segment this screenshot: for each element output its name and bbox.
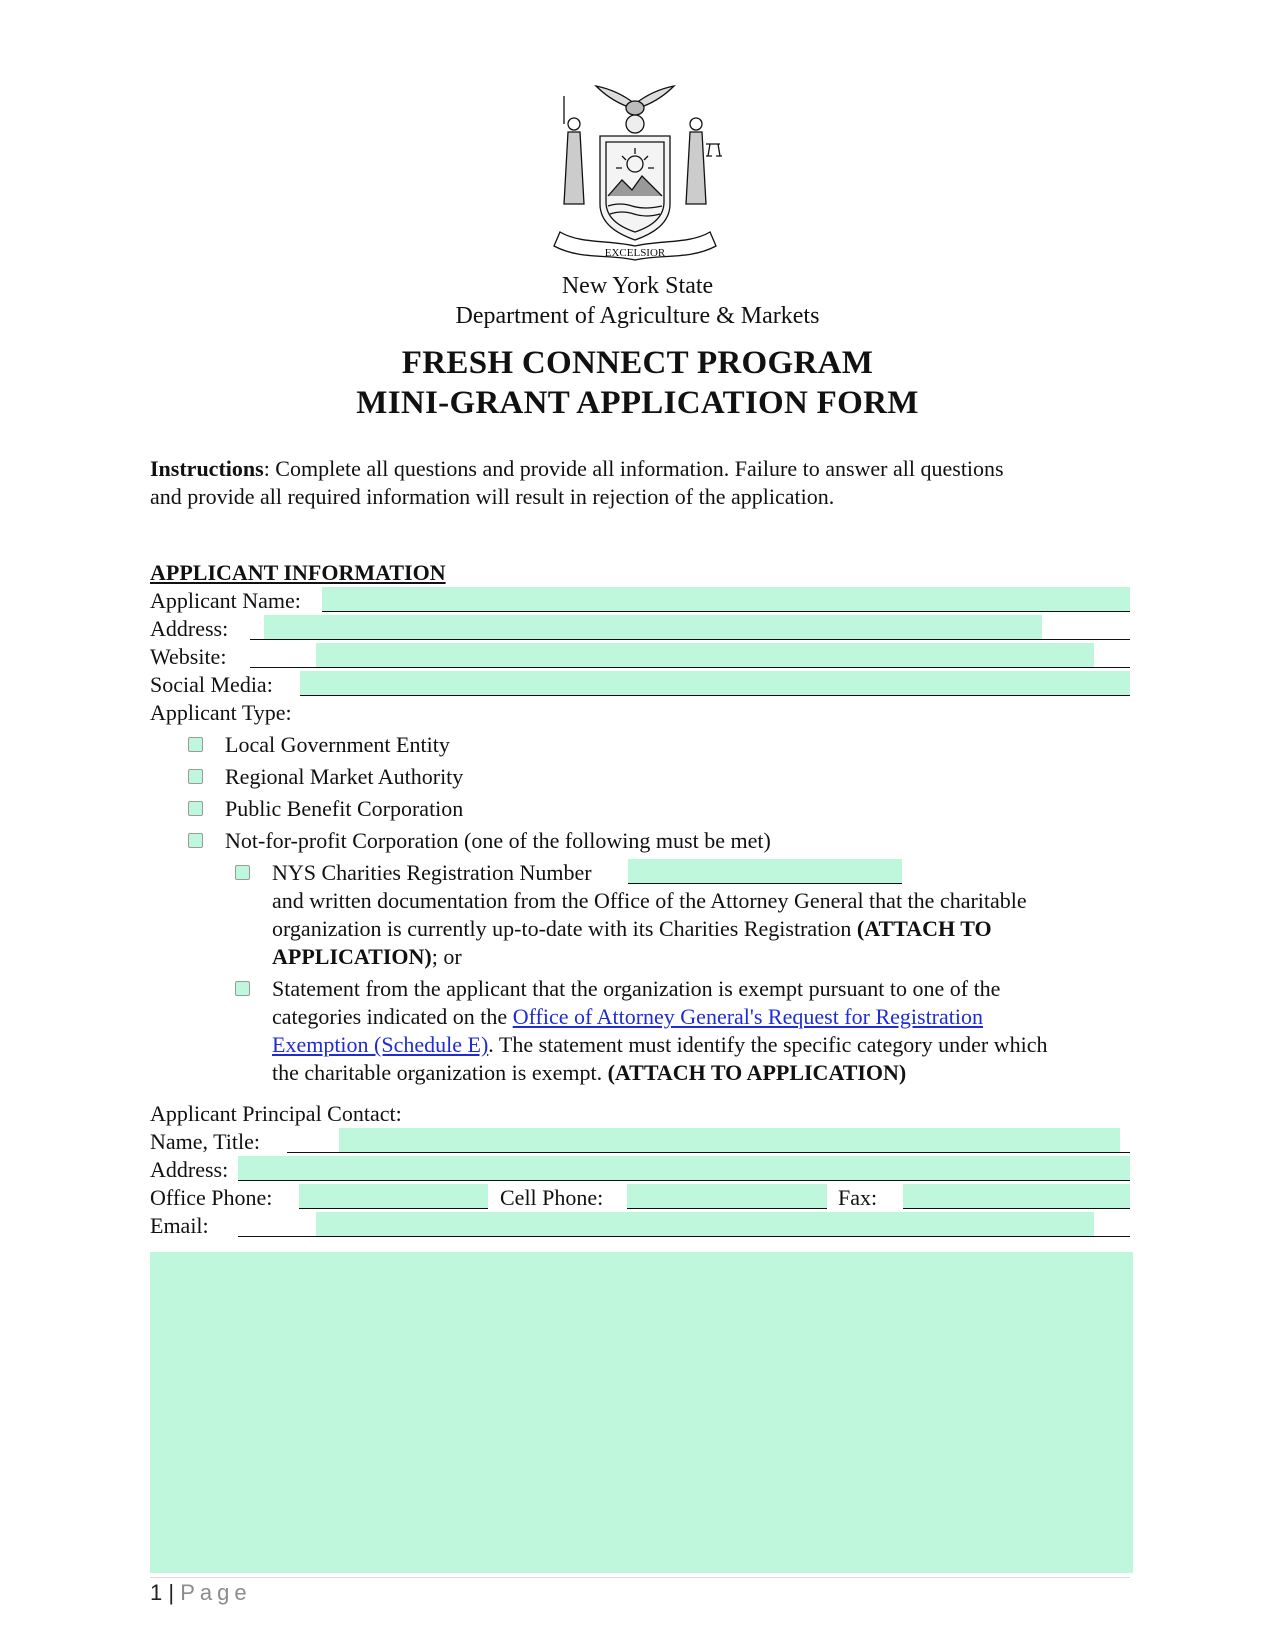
schedule-e-link-continued[interactable]: Exemption (Schedule E) xyxy=(272,1032,489,1057)
fax-label: Fax: xyxy=(838,1185,878,1210)
applicant-type-option: Public Benefit Corporation xyxy=(225,796,464,821)
applicant-name-label: Applicant Name: xyxy=(150,588,301,613)
applicant-type-option: Regional Market Authority xyxy=(225,764,464,789)
charities-line-3: organization is currently up-to-date with its Charities Registration (ATTACH TO xyxy=(272,916,992,941)
page-number: 1 xyxy=(150,1580,163,1605)
state-name: New York State xyxy=(561,273,714,299)
regional-market-checkbox[interactable] xyxy=(188,769,203,784)
exemption-statement-checkbox[interactable] xyxy=(235,981,250,996)
exempt-line-4: the charitable organization is exempt. (ATTACH TO APPLICATION) xyxy=(272,1060,907,1085)
instructions-line-1: Instructions: Complete all questions and provide all information. Failure to answer all questions xyxy=(150,456,1004,481)
applicant-type-option: Local Government Entity xyxy=(225,732,450,757)
social-media-field[interactable] xyxy=(300,671,1130,697)
schedule-e-link[interactable]: Office of Attorney General's Request for Registration xyxy=(512,1004,984,1029)
new-york-state-seal-icon xyxy=(540,84,730,266)
name-title-field[interactable] xyxy=(287,1128,1130,1154)
exempt-line-1: Statement from the applicant that the organization is exempt pursuant to one of the xyxy=(272,976,1001,1001)
charities-line-2: and written documentation from the Office of the Attorney General that the charitable xyxy=(272,888,1027,913)
applicant-name-field[interactable] xyxy=(322,587,1130,613)
email-label: Email: xyxy=(150,1213,209,1238)
social-media-label: Social Media: xyxy=(150,672,273,697)
website-field[interactable] xyxy=(250,643,1130,669)
form-title-line-1: FRESH CONNECT PROGRAM xyxy=(401,345,874,381)
address-label: Address: xyxy=(150,616,229,641)
page-footer: 1 | Page xyxy=(150,1580,252,1605)
department-name: Department of Agriculture & Markets xyxy=(455,303,820,329)
form-text-area[interactable] xyxy=(150,1252,1133,1573)
contact-address-label: Address: xyxy=(150,1157,229,1182)
charities-line-4: APPLICATION); or xyxy=(272,944,462,969)
applicant-type-option: Not-for-profit Corporation (one of the following must be met) xyxy=(225,828,771,853)
charities-registration-checkbox[interactable] xyxy=(235,865,250,880)
website-label: Website: xyxy=(150,644,227,669)
principal-contact-heading: Applicant Principal Contact: xyxy=(150,1101,402,1126)
not-for-profit-checkbox[interactable] xyxy=(188,833,203,848)
instructions-label: Instructions xyxy=(150,456,264,481)
applicant-type-label: Applicant Type: xyxy=(150,700,292,725)
charities-registration-label: NYS Charities Registration Number xyxy=(272,860,592,885)
name-title-label: Name, Title: xyxy=(150,1129,261,1154)
cell-phone-label: Cell Phone: xyxy=(500,1185,604,1210)
office-phone-label: Office Phone: xyxy=(150,1185,273,1210)
page-word: Page xyxy=(180,1580,252,1605)
exempt-line-2: categories indicated on the Office of Attorney General's Request for Registration xyxy=(272,1004,984,1029)
office-phone-field[interactable] xyxy=(299,1184,488,1210)
form-title-line-2: MINI-GRANT APPLICATION FORM xyxy=(356,385,919,421)
cell-phone-field[interactable] xyxy=(627,1184,827,1210)
applicant-information-heading: APPLICANT INFORMATION xyxy=(150,560,446,585)
svg-text:EXCELSIOR: EXCELSIOR xyxy=(604,247,666,259)
exempt-line-3: Exemption (Schedule E). The statement must identify the specific category under which xyxy=(272,1032,1048,1057)
public-benefit-checkbox[interactable] xyxy=(188,801,203,816)
email-field[interactable] xyxy=(238,1212,1130,1238)
contact-address-field[interactable] xyxy=(238,1156,1130,1182)
instructions-line-2: and provide all required information will result in rejection of the application. xyxy=(150,484,835,509)
address-field[interactable] xyxy=(250,615,1130,641)
charities-registration-number-field[interactable] xyxy=(628,859,902,885)
footer-divider xyxy=(150,1577,1130,1578)
local-government-checkbox[interactable] xyxy=(188,737,203,752)
fax-field[interactable] xyxy=(903,1184,1130,1210)
